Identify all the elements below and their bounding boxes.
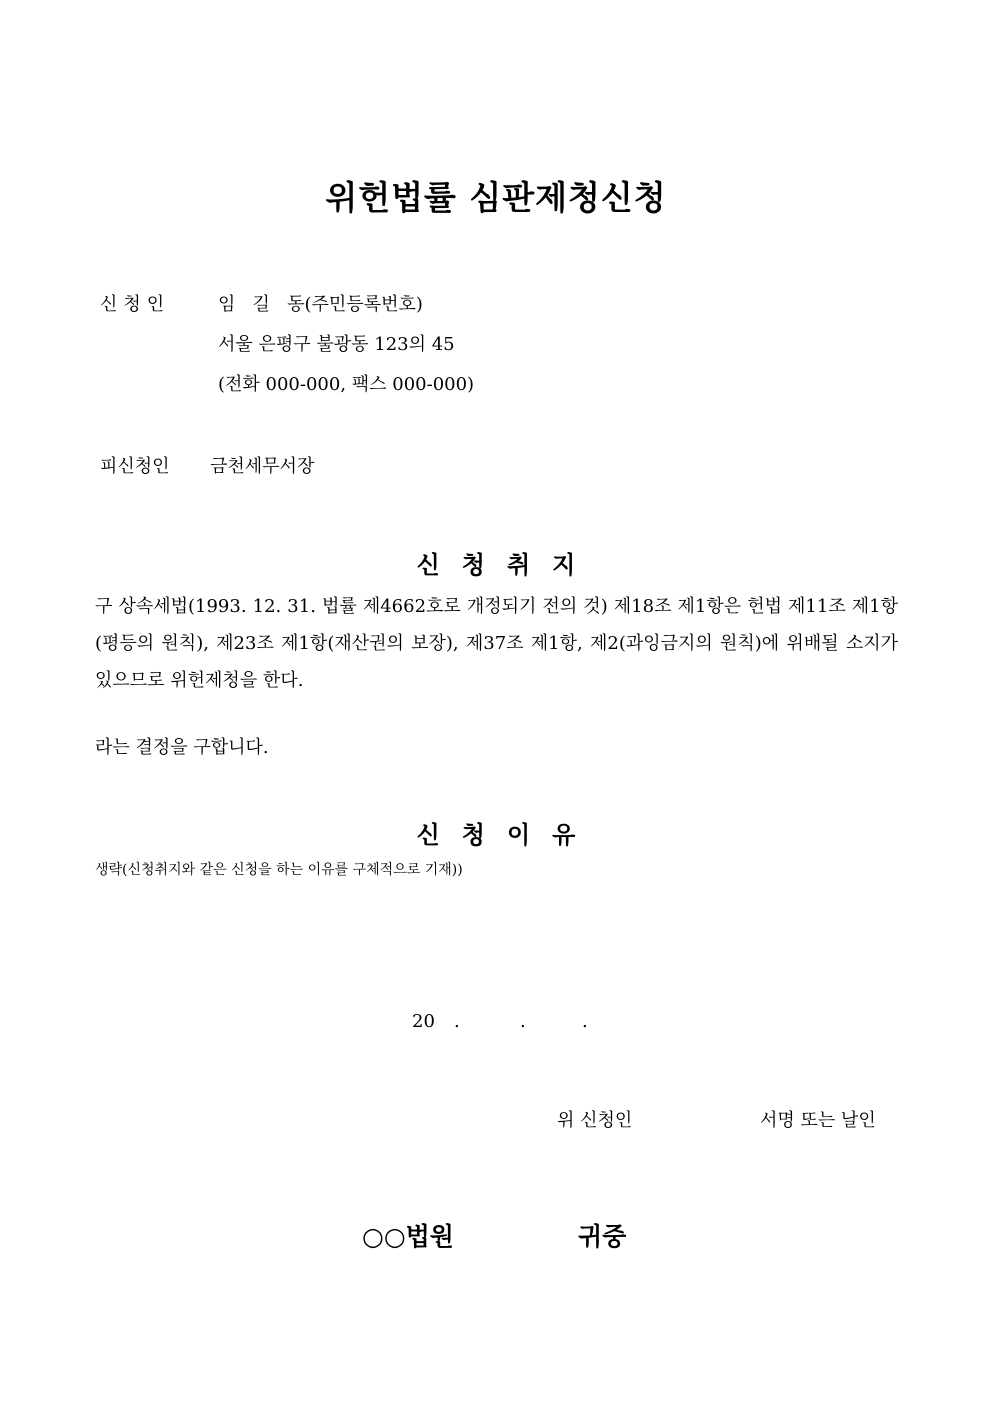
court-name: ○○법원: [362, 1222, 454, 1251]
signer-label: 위 신청인: [557, 1110, 633, 1131]
applicant-name: 임 길 동(주민등록번호): [218, 294, 423, 315]
date-separator: .: [454, 1011, 460, 1032]
date-separator: .: [520, 1011, 526, 1032]
respondent-name: 금천세무서장: [210, 456, 315, 477]
purpose-body: 구 상속세법(1993. 12. 31. 법률 제4662호로 개정되기 전의 것) 제18조 제1항은 헌법 제11조 제1항(평등의 원칙), 제23조 제1항(재산권의 보장), 제37조 제1항, 제2(과잉금지의 원칙)에 위배될 소지가 있으므로 위헌제청을 한다.: [95, 596, 898, 691]
document-title: 위헌법률 심판제청신청: [325, 178, 667, 217]
signature-seal-label: 서명 또는 날인: [760, 1110, 876, 1131]
reason-heading: 신청이유: [416, 820, 598, 849]
applicant-label: 신청인: [100, 294, 171, 315]
purpose-closing: 라는 결정을 구합니다.: [95, 737, 269, 758]
date-line: [412, 1011, 588, 1032]
reason-body: 생략(신청취지와 같은 신청을 하는 이유를 구체적으로 기재)): [95, 862, 463, 878]
purpose-heading: 신청취지: [416, 550, 598, 579]
court-honorific: 귀중: [578, 1222, 627, 1251]
respondent-label: 피신청인: [100, 456, 170, 477]
applicant-contact: (전화 000-000, 팩스 000-000): [218, 374, 475, 395]
date-year: 20: [412, 1011, 435, 1032]
date-separator: .: [582, 1011, 588, 1032]
applicant-address: 서울 은평구 불광동 123의 45: [218, 334, 455, 355]
